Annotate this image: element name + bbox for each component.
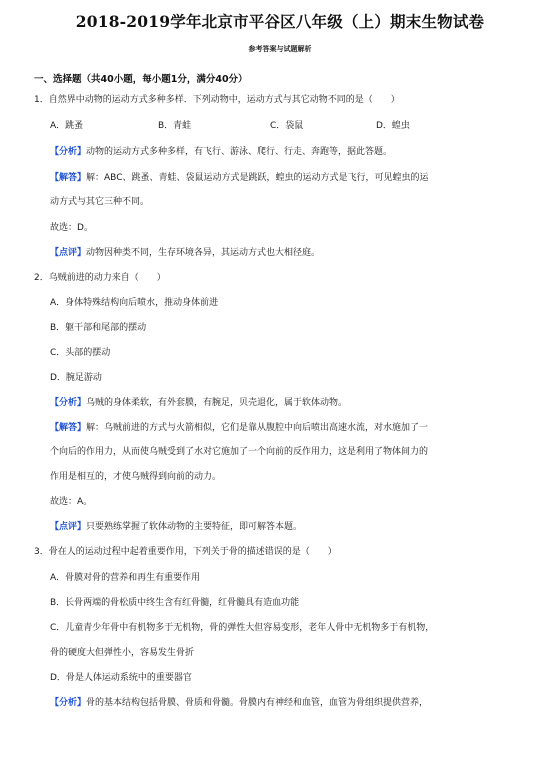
question-1-option-c: C．袋鼠 <box>270 121 304 131</box>
analysis-text: 骨的基本结构包括骨膜、骨质和骨髓。骨膜内有神经和血管，血管为骨组织提供营养， <box>86 698 429 708</box>
question-1-options <box>50 120 470 132</box>
question-3-analysis <box>50 697 428 709</box>
question-2-analysis <box>50 397 347 409</box>
question-1-option-a: A．跳蚤 <box>50 121 84 131</box>
question-2-stem: 2．乌贼前进的动力来自（ ） <box>34 273 166 283</box>
comment-text: 动物因种类不同，生存环境各异，其运动方式也大相径庭。 <box>86 248 321 258</box>
question-1-result: 故选：D。 <box>50 223 93 233</box>
question-2-result: 故选：A。 <box>50 497 93 507</box>
analysis-tag: 【分析】 <box>50 398 87 408</box>
question-3-option-d: D．骨是人体运动系统中的重要器官 <box>50 673 192 683</box>
page-subtitle: 参考答案与试题解析 <box>248 45 312 53</box>
comment-tag: 【点评】 <box>50 248 87 258</box>
question-1-option-d: D．蝗虫 <box>376 121 410 131</box>
analysis-text: 乌贼的身体柔软，有外套膜，有腕足，贝壳退化，属于软体动物。 <box>86 398 348 408</box>
question-3-option-b: B．长骨两端的骨松质中终生含有红骨髓，红骨髓具有造血功能 <box>50 598 300 608</box>
question-2-answer <box>50 422 428 434</box>
analysis-tag: 【分析】 <box>50 147 87 157</box>
question-3-option-c-cont: 骨的硬度大但弹性小，容易发生骨折 <box>50 648 195 658</box>
answer-text: 解：ABC、跳蚤、青蛙、袋鼠运动方式是跳跃，蝗虫的运动方式是飞行，可见蝗虫的运 <box>86 173 429 183</box>
analysis-tag: 【分析】 <box>50 698 87 708</box>
answer-tag: 【解答】 <box>50 423 87 433</box>
question-1-stem: 1．自然界中动物的运动方式多种多样．下列动物中，运动方式与其它动物不同的是（ ） <box>34 95 400 105</box>
question-2-answer-cont-1: 个向后的作用力，从而使乌贼受到了水对它施加了一个向前的反作用力，这是利用了物体间力的 <box>50 447 429 457</box>
question-2-option-c: C．头部的摆动 <box>50 348 111 358</box>
section-heading: 一、选择题（共40小题，每小题1分，满分40分） <box>34 74 248 85</box>
answer-tag: 【解答】 <box>50 173 87 183</box>
question-2-comment <box>50 521 302 533</box>
question-3-option-c: C．儿童青少年骨中有机物多于无机物，骨的弹性大但容易变形，老年人骨中无机物多于有机物， <box>50 623 435 633</box>
comment-tag: 【点评】 <box>50 522 87 532</box>
question-2-option-a: A．身体特殊结构向后喷水，推动身体前进 <box>50 298 219 308</box>
question-2-option-d: D．腕足游动 <box>50 373 102 383</box>
question-1-answer-cont: 动方式与其它三种不同。 <box>50 197 150 207</box>
comment-text: 只要熟练掌握了软体动物的主要特征，即可解答本题。 <box>86 522 303 532</box>
question-3-stem: 3．骨在人的运动过程中起着重要作用，下列关于骨的描述错误的是（ ） <box>34 547 337 557</box>
question-1-answer <box>50 172 428 184</box>
question-1-option-b: B．青蛙 <box>158 121 192 131</box>
question-3-option-a: A．骨膜对骨的营养和再生有重要作用 <box>50 573 201 583</box>
question-2-answer-cont-2: 作用是相互的，才使乌贼得到向前的动力。 <box>50 472 222 482</box>
question-2-option-b: B．躯干部和尾部的摆动 <box>50 323 147 333</box>
answer-text: 解：乌贼前进的方式与火箭相似，它们是靠从腹腔中向后喷出高速水流，对水施加了一 <box>86 423 429 433</box>
question-1-analysis <box>50 146 392 158</box>
analysis-text: 动物的运动方式多种多样，有飞行、游泳、爬行、行走、奔跑等，据此答题。 <box>86 147 393 157</box>
question-1-comment <box>50 247 320 259</box>
page-title: 2018-2019学年北京市平谷区八年级（上）期末生物试卷 <box>75 12 485 31</box>
